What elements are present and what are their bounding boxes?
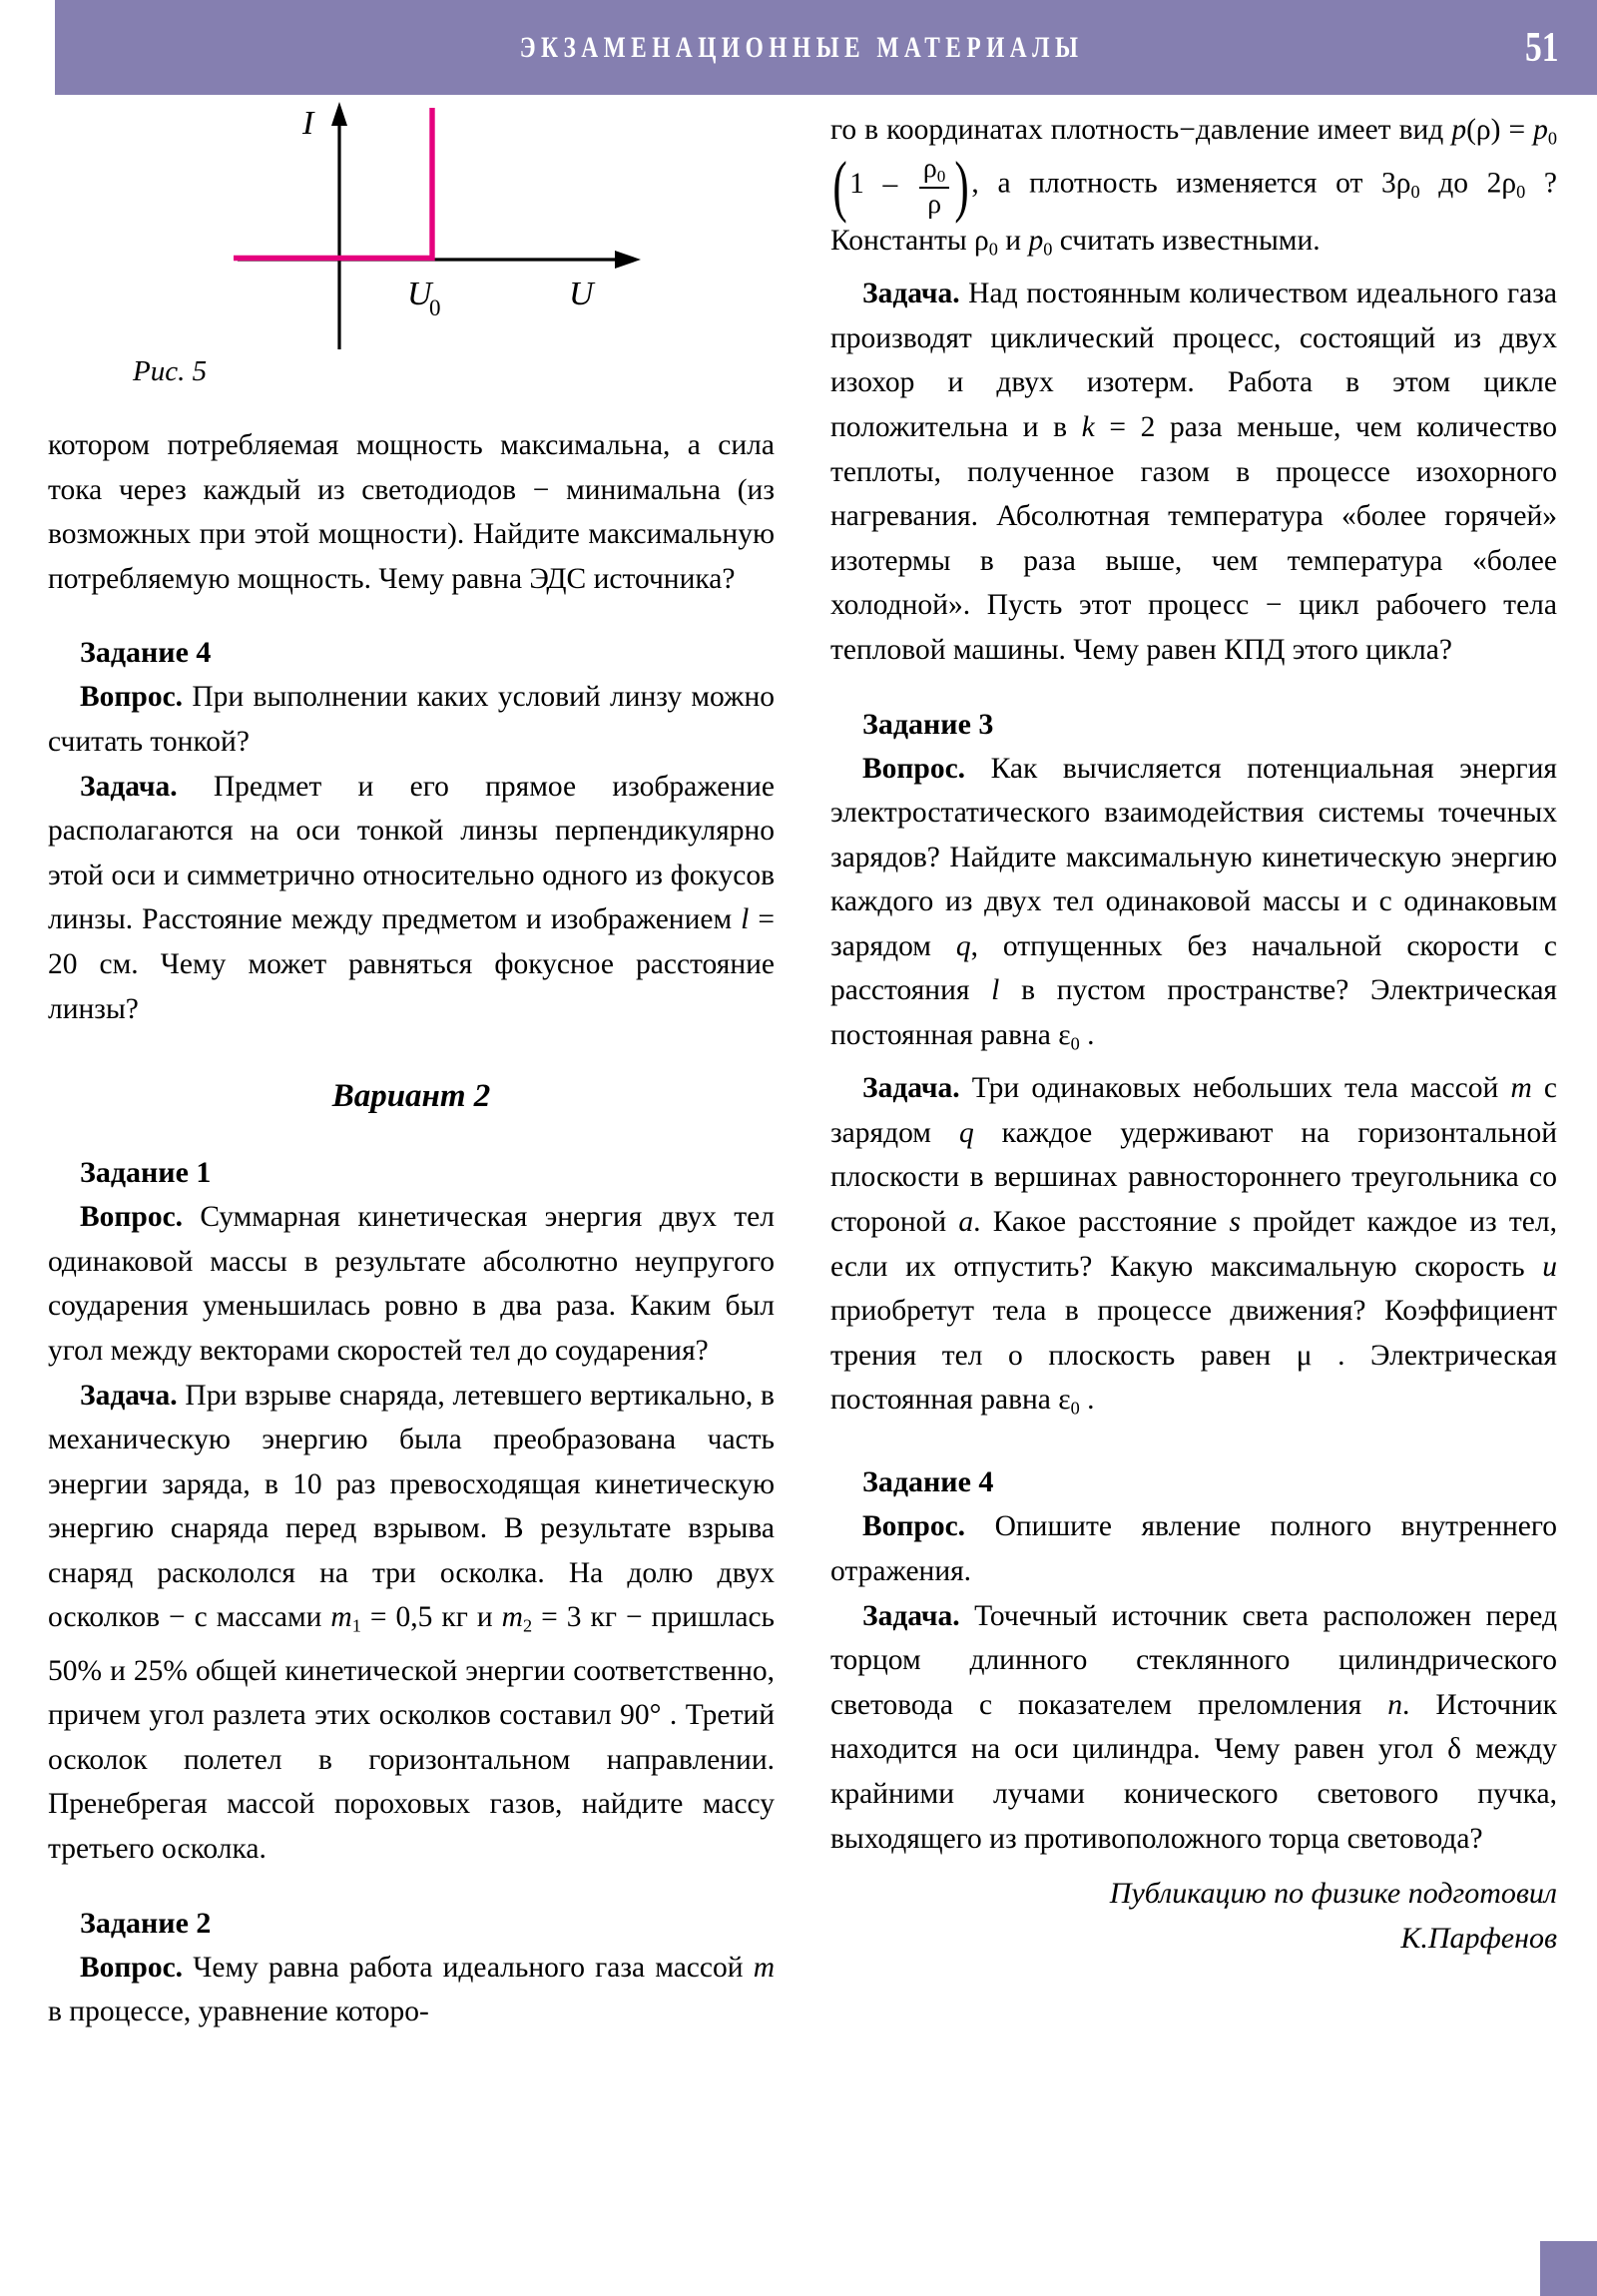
question-text-part-2: , отпущенных без начальной скорости с расстояния (830, 929, 1558, 1007)
question-text: Опишите явление полного внутреннего отражения. (830, 1510, 1557, 1587)
problem-text-part-5: пройдет каждое из тел, если их отпустить? Какую максимальную скорость (830, 1205, 1557, 1283)
task-3-problem (830, 1066, 1557, 1431)
iv-curve (234, 108, 432, 259)
text-before-formula: го в координатах плотность−давление имеет вид (830, 114, 1452, 146)
problem-text-part-2: раза меньше, чем количество теплоты, полученное газом в процессе изохорного нагревания. Абсолютная температура «более горячей» изотермы в раза выше, чем температура «более холодной». Пусть этот процесс − цикл рабочего тела тепловой машины. Чему равен КПД этого цикла? (830, 410, 1557, 666)
tail-text: ? Константы ρ (830, 167, 1558, 257)
task-3-question (830, 747, 1557, 1067)
heading-task-3: Задание 3 (862, 707, 994, 741)
formula-one-minus: 1 – (849, 167, 916, 200)
tail-text-2: и (997, 224, 1029, 257)
formula-p0-subscript: 0 (1547, 128, 1558, 149)
column-right (830, 108, 1557, 2264)
variable-m2: m (501, 1601, 523, 1634)
formula-paren-close-big: ) (954, 147, 970, 225)
problem-text-part-6: приобретут тела в процессе движения? Коэффициент трения тел о плоскость равен μ . Электрическая постоянная равна ε (830, 1295, 1557, 1417)
variable-l: l (741, 903, 750, 936)
variable-m1-subscript: 1 (351, 1615, 361, 1636)
axis-vertical-arrowhead (331, 102, 347, 126)
formula-open-paren: ( (1466, 114, 1476, 146)
formula-close-paren: ) (1490, 114, 1501, 146)
figure-caption: Рис. 5 (133, 355, 208, 387)
question-label: Вопрос. (80, 1201, 184, 1234)
variable-m: m (753, 1951, 775, 1984)
formula-rho: ρ (1475, 114, 1491, 146)
task-2-question (48, 1946, 775, 2034)
formula-fraction (919, 153, 949, 219)
problem-text-part-1: При взрыве снаряда, летевшего вертикально, в механическую энергию была преобразована часть энергии заряда, в 10 раз превосходящая кинетическую энергию снаряда перед взрывом. В результате взрыва снаряд раскололся на три осколка. На долю двух осколков − с массами (48, 1379, 775, 1634)
signature-line-1: Публикацию по физике подготовил (1109, 1877, 1557, 1911)
question-text-part-2: в процессе, уравнение которо- (48, 1996, 429, 2028)
formula-paren-open-big: ( (832, 147, 847, 225)
heading-task-4-left: Задание 4 (80, 636, 212, 670)
question-label: Вопрос. (862, 752, 966, 785)
question-text-part-4: . (1079, 1019, 1095, 1052)
problem-label: Задача. (862, 1599, 960, 1632)
variable-l: l (991, 974, 1000, 1007)
page-corner-mark (1540, 2241, 1597, 2296)
variable-u: u (1542, 1250, 1557, 1283)
value-m2: = 3 кг (532, 1601, 617, 1634)
formula-fraction-numerator: $\rho_0$ (922, 152, 946, 187)
variable-n: n (1387, 1688, 1402, 1721)
variable-k: k (1081, 410, 1095, 443)
task-4-left-problem (48, 765, 775, 1032)
mid-text: до 2ρ (1419, 167, 1517, 200)
paragraph-continued-right (830, 108, 1557, 272)
axis-label-U: U (569, 276, 594, 312)
task-1-question (48, 1195, 775, 1373)
question-text-part-1: Как вычисляется потенциальная энергия электростатического взаимодействия системы точечных зарядов? Найдите максимальную кинетическую энергию каждого из двух тел одинаковой массы и с одинаковым зарядом (830, 752, 1557, 962)
epsilon-subscript-2: 0 (1070, 1398, 1080, 1419)
task-4-left-question (48, 675, 775, 764)
value-k: = 2 (1094, 410, 1170, 443)
epsilon-subscript: 0 (1070, 1033, 1080, 1054)
axis-label-U0: U (407, 276, 432, 312)
problem-text-part-1: Над постоянным количеством идеального газа производят циклический процесс, состоящий из двух изохор и двух изотерм. Работа в этом цикле положительна и в (830, 278, 1557, 443)
variable-p-subscript: 0 (1043, 239, 1053, 260)
task-4-right-question (830, 1504, 1557, 1593)
variable-a: a (958, 1205, 974, 1238)
problem-text-part-4: . Какое расстояние (973, 1205, 1230, 1238)
variable-m2-subscript: 2 (522, 1615, 533, 1636)
signature-line-2: К.Парфенов (1400, 1922, 1557, 1956)
variable-s: s (1229, 1205, 1241, 1238)
problem-text-part-7: . (1079, 1384, 1095, 1417)
heading-task-1: Задание 1 (80, 1156, 212, 1190)
running-head (55, 0, 1597, 95)
question-text: При выполнении каких условий линзу можно считать тонкой? (48, 681, 775, 758)
tail-text-3: считать известными. (1052, 224, 1321, 257)
rho-subscript-a: 0 (1410, 182, 1420, 203)
question-text-part-1: Чему равна работа идеального газа массой (183, 1951, 754, 1984)
paragraph-continued: котором потребляемая мощность максимальна, а сила тока через каждый из светодиодов − минимальна (из возможных при этой мощности). Найдите максимальную потребляемую мощность. Чему равна ЭДС источника? (48, 429, 775, 595)
heading-task-2: Задание 2 (80, 1906, 212, 1940)
axis-label-U0-subscript: 0 (429, 295, 441, 320)
axis-horizontal-arrowhead (615, 251, 641, 269)
problem-label: Задача. (80, 770, 178, 803)
problem-label: Задача. (862, 278, 960, 310)
problem-label: Задача. (80, 1379, 178, 1412)
axis-label-I: I (302, 105, 314, 142)
formula-fraction-denominator: ρ (919, 187, 949, 219)
body-area (48, 105, 1558, 2264)
problem-text-part-1: Точечный источник света расположен перед торцом длинного стеклянного цилиндрического световода с показателем преломления (830, 1599, 1557, 1721)
task-gas-problem (830, 272, 1557, 672)
text-after-formula: , а плотность изменяется от 3ρ (971, 167, 1411, 200)
formula-p: p (1451, 114, 1467, 146)
variable-m1: m (330, 1601, 352, 1634)
variable-q: q (958, 1116, 974, 1149)
variable-q: q (955, 929, 971, 962)
running-head-title: ЭКЗАМЕНАЦИОННЫЕ МАТЕРИАЛЫ (519, 30, 1084, 64)
question-text-part-3: в пустом пространстве? Электрическая постоянная равна ε (830, 974, 1557, 1052)
question-label: Вопрос. (80, 681, 184, 714)
question-label: Вопрос. (862, 1510, 966, 1543)
problem-text-part-1: Предмет и его прямое изображение располагаются на оси тонкой линзы перпендикулярно этой оси и симметрично относительно одного из фокусов линзы. Расстояние между предметом и изображением (48, 770, 775, 936)
page-number: 51 (1525, 24, 1559, 71)
variable-m: m (1510, 1072, 1532, 1105)
rho-subscript-b: 0 (1516, 182, 1526, 203)
problem-text-part-2: = 20 см. Чему может равняться фокусное расстояние линзы? (48, 903, 775, 1025)
problem-text-part-2: − пришлась 50% и 25% общей кинетической энергии соответственно, причем угол разлета этих осколков составил 90° . Третий осколок полетел в горизонтальном направлении. Пренебрегая массой пороховых газов, найдите массу третьего осколка. (48, 1601, 775, 1865)
heading-task-4-right: Задание 4 (862, 1465, 994, 1499)
problem-label: Задача. (862, 1072, 960, 1105)
value-m1: = 0,5 кг и (360, 1601, 502, 1634)
problem-text-part-2: . Источник находится на оси цилиндра. Чему равен угол δ между крайними лучами конического светового пучка, выходящего из противоположного торца световода? (830, 1688, 1557, 1855)
column-left (48, 105, 775, 2264)
figure-iv-characteristic-svg (108, 100, 667, 349)
formula-equals: = (1500, 114, 1534, 146)
problem-text-part-3: каждое удерживают на горизонтальной плоскости в вершинах равностороннего треугольника со стороной (830, 1116, 1557, 1238)
question-label: Вопрос. (80, 1951, 184, 1984)
problem-text-part-2: с зарядом (830, 1072, 1558, 1149)
heading-variant-2: Вариант 2 (331, 1078, 491, 1115)
task-4-right-problem (830, 1594, 1557, 1862)
figure-iv-characteristic (48, 105, 775, 407)
publication-signature (830, 1871, 1557, 1961)
question-text: Суммарная кинетическая энергия двух тел одинаковой массы в результате абсолютно неупругого соударения уменьшилась ровно в два раза. Каким был угол между векторами скоростей тел до соударения? (48, 1201, 775, 1367)
problem-text-part-1: Три одинаковых небольших тела массой (959, 1072, 1511, 1105)
task-1-problem (48, 1374, 775, 1872)
rho-subscript-c: 0 (988, 239, 998, 260)
variable-p: p (1028, 224, 1044, 257)
formula-p0: p (1533, 114, 1548, 146)
